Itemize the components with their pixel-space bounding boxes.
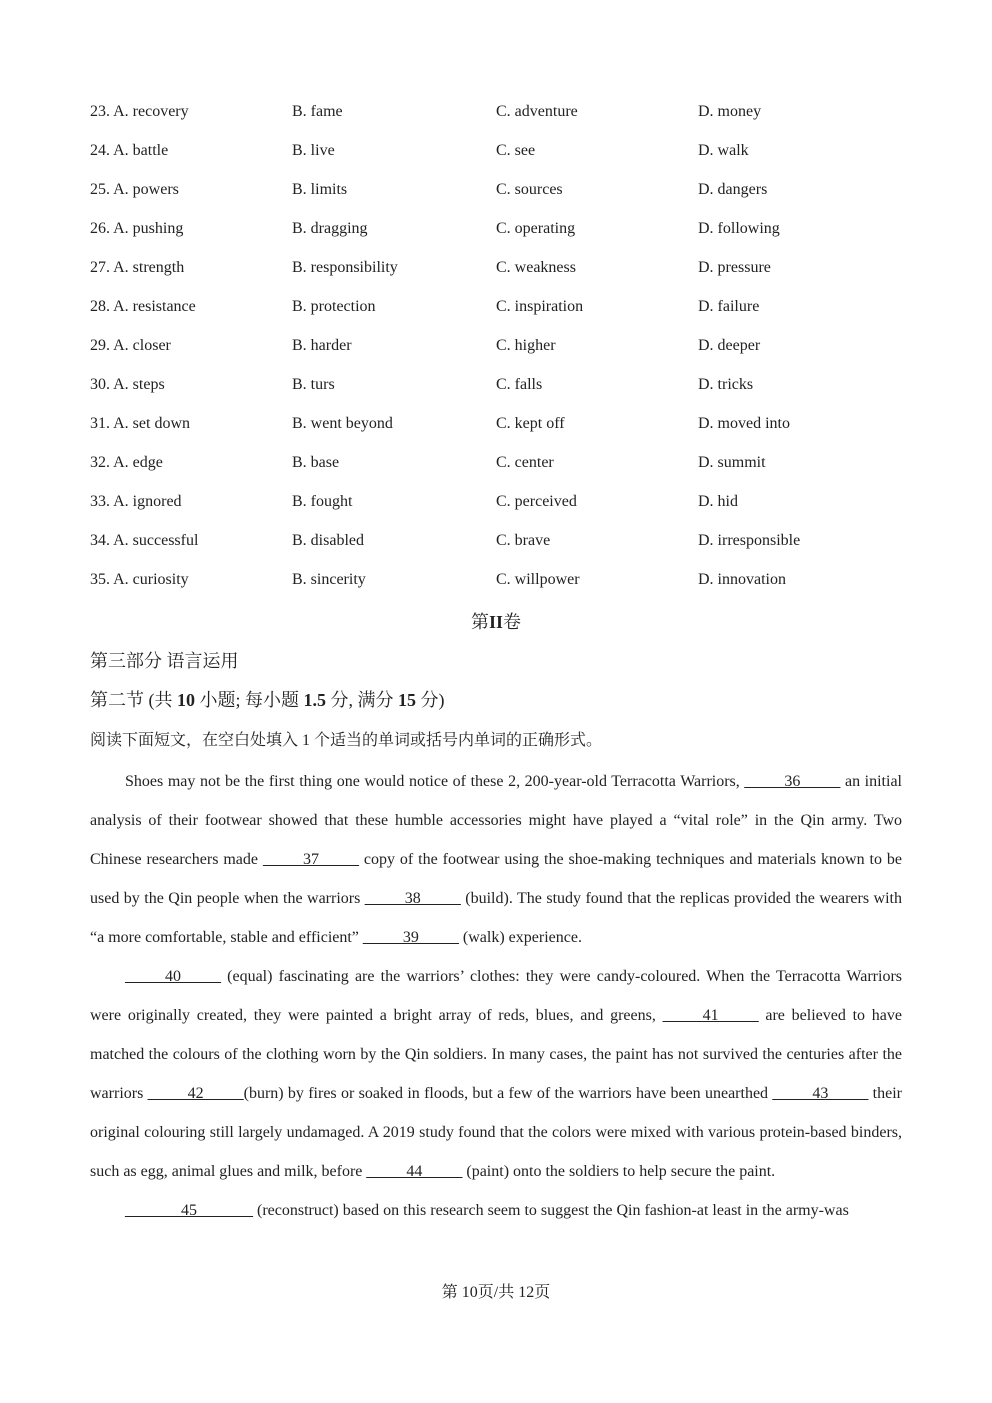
option-b: B. limits	[292, 181, 348, 198]
option-a: 31. A. set down	[90, 415, 190, 432]
option-c: C. adventure	[496, 103, 578, 120]
option-b: B. live	[292, 142, 335, 159]
option-d: D. tricks	[698, 376, 754, 393]
option-row-30	[0, 376, 992, 400]
passage	[90, 762, 902, 1230]
option-c: C. higher	[496, 337, 556, 354]
option-d: D. irresponsible	[698, 532, 801, 549]
option-a: 28. A. resistance	[90, 298, 196, 315]
blank-45: _______45_______	[125, 1202, 253, 1219]
blank-42: _____42_____	[147, 1085, 244, 1102]
option-c: C. inspiration	[496, 298, 584, 315]
option-d: D. pressure	[698, 259, 771, 276]
option-row-31	[0, 415, 992, 439]
blank-38: _____38_____	[364, 890, 461, 907]
option-d: D. dangers	[698, 181, 768, 198]
passage-paragraph-1: Shoes may not be the first thing one would notice of these 2, 200-year-old Terracotta Warriors, _____36_____ an initial analysis of their footwear showed that these humble accessories might have played a “vital role” in the Qin army. Two Chinese researchers made _____37_____ copy of the footwear using the shoe-making techniques and materials known to be used by the Qin people when the warriors _____38_____ (build). The study found that the replicas provided the wearers with “a more comfortable, stable and efficient” _____39_____ (walk) experience.	[90, 773, 903, 946]
option-row-29	[0, 337, 992, 361]
passage-paragraph-3: _______45_______ (reconstruct) based on this research seem to suggest the Qin fashion-at least in the army-was	[125, 1202, 849, 1219]
blank-43: _____43_____	[772, 1085, 869, 1102]
option-d: D. walk	[698, 142, 749, 159]
option-b: B. sincerity	[292, 571, 366, 588]
option-d: D. moved into	[698, 415, 790, 432]
option-d: D. hid	[698, 493, 738, 510]
option-c: C. center	[496, 454, 554, 471]
option-c: C. brave	[496, 532, 551, 549]
option-b: B. dragging	[292, 220, 368, 237]
blank-41: _____41_____	[662, 1007, 759, 1024]
option-row-35	[0, 571, 992, 595]
option-b: B. protection	[292, 298, 376, 315]
option-a: 29. A. closer	[90, 337, 171, 354]
option-b: B. responsibility	[292, 259, 398, 276]
blank-44: _____44_____	[366, 1163, 463, 1180]
option-b: B. base	[292, 454, 340, 471]
option-c: C. kept off	[496, 415, 565, 432]
option-a: 33. A. ignored	[90, 493, 182, 510]
volume-title: 第II卷	[470, 612, 521, 632]
option-row-32	[0, 454, 992, 478]
option-b: B. turs	[292, 376, 335, 393]
option-c: C. perceived	[496, 493, 577, 510]
option-d: D. following	[698, 220, 780, 237]
option-row-33	[0, 493, 992, 517]
option-c: C. weakness	[496, 259, 576, 276]
option-row-27	[0, 259, 992, 283]
option-b: B. harder	[292, 337, 352, 354]
part-title: 第三部分 语言运用	[90, 651, 239, 671]
option-c: C. willpower	[496, 571, 580, 588]
option-d: D. deeper	[698, 337, 761, 354]
option-a: 30. A. steps	[90, 376, 165, 393]
option-c: C. falls	[496, 376, 543, 393]
option-b: B. disabled	[292, 532, 364, 549]
section-heading: 第二节 (共 10 小题; 每小题 1.5 分, 满分 15 分)	[90, 690, 445, 710]
option-a: 32. A. edge	[90, 454, 163, 471]
option-a: 25. A. powers	[90, 181, 179, 198]
option-a: 34. A. successful	[90, 532, 199, 549]
option-row-26	[0, 220, 992, 244]
option-a: 27. A. strength	[90, 259, 185, 276]
option-d: D. failure	[698, 298, 760, 315]
option-c: C. operating	[496, 220, 576, 237]
option-d: D. summit	[698, 454, 766, 471]
option-a: 23. A. recovery	[90, 103, 189, 120]
option-row-23	[0, 103, 992, 127]
page-number: 第 10页/共 12页	[441, 1284, 551, 1301]
passage-paragraph-2: _____40_____ (equal) fascinating are the warriors’ clothes: they were candy-coloured. When the Terracotta Warriors were originally created, they were painted a bright array of reds, blues, and greens, _____41_____ are believed to have matched the colours of the clothing worn by the Qin soldiers. In many cases, the paint has not survived the centuries after the warriors _____42_____(burn) by fires or soaked in floods, but a few of the warriors have been unearthed _____43_____ their original colouring still largely undamaged. A 2019 study found that the colors were mixed with various protein-based binders, such as egg, animal glues and milk, before _____44_____ (paint) onto the soldiers to help secure the paint.	[90, 968, 903, 1180]
option-a: 35. A. curiosity	[90, 571, 189, 588]
option-row-24	[0, 142, 992, 166]
instruction-text: 阅读下面短文，在空白处填入 1 个适当的单词或括号内单词的正确形式。	[90, 732, 603, 749]
option-row-28	[0, 298, 992, 322]
blank-39: _____39_____	[362, 929, 459, 946]
option-b: B. went beyond	[292, 415, 393, 432]
blank-36: _____36_____	[744, 773, 841, 790]
option-a: 26. A. pushing	[90, 220, 184, 237]
blank-37: _____37_____	[262, 851, 359, 868]
option-row-25	[0, 181, 992, 205]
option-b: B. fought	[292, 493, 353, 510]
option-row-34	[0, 532, 992, 556]
option-c: C. see	[496, 142, 536, 159]
option-d: D. money	[698, 103, 762, 120]
blank-40: _____40_____	[125, 968, 221, 985]
option-b: B. fame	[292, 103, 343, 120]
option-d: D. innovation	[698, 571, 786, 588]
option-a: 24. A. battle	[90, 142, 169, 159]
option-c: C. sources	[496, 181, 563, 198]
